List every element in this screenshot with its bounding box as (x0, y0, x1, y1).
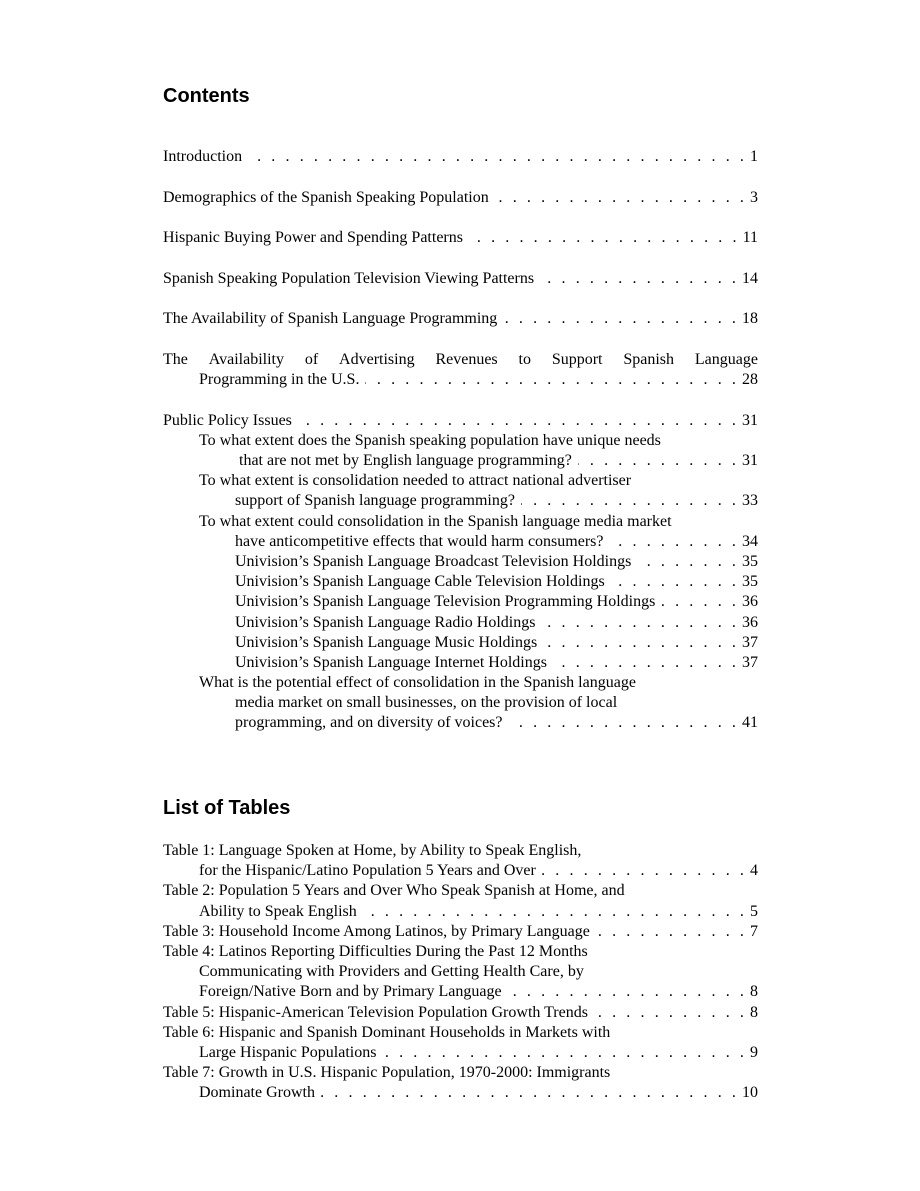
toc-entry-demographics[interactable] (163, 188, 758, 208)
table-title: Table 4: Latinos Reporting Difficulties During the Past 12 Months (163, 942, 588, 960)
table-title-continued: Dominate Growth (199, 1084, 315, 1102)
page-number: 35 (742, 573, 758, 591)
holding-title: Univision’s Spanish Language Cable Television Holdings (235, 573, 605, 591)
page-number: 31 (742, 452, 758, 470)
dot-leader (469, 228, 740, 248)
dot-leader (509, 713, 740, 733)
toc-entry-public-policy[interactable] (163, 411, 758, 734)
entry-title: Hispanic Buying Power and Spending Patterns (163, 229, 463, 247)
title-word: The (163, 350, 188, 368)
page-number: 28 (742, 371, 758, 389)
subentry-title: To what extent does the Spanish speaking population have unique needs (199, 431, 661, 449)
justified-title-line (163, 350, 758, 370)
table-entry-2[interactable] (163, 881, 758, 921)
subentry-title-continued: that are not met by English language programming? (239, 452, 572, 470)
table-title: Table 5: Hispanic-American Television Population Growth Trends (163, 1003, 588, 1021)
table-entry-1[interactable] (163, 841, 758, 881)
toc-entry-introduction[interactable] (163, 147, 758, 167)
title-word: Spanish (623, 350, 675, 368)
page-number: 37 (742, 653, 758, 671)
toc-subentry-unique-needs[interactable] (163, 431, 758, 471)
toc-entry-buying-power[interactable] (163, 228, 758, 248)
dot-leader (503, 309, 739, 329)
subentry-title-continued: have anticompetitive effects that would harm consumers? (235, 532, 604, 550)
table-entry-4[interactable] (163, 942, 758, 1003)
table-title-continued: Ability to Speak English (199, 902, 357, 920)
title-word: to (518, 350, 531, 368)
toc-subentry-anticompetitive-effects[interactable] (163, 512, 758, 674)
page-number: 10 (742, 1084, 758, 1102)
dot-leader (637, 552, 739, 572)
dot-leader (609, 532, 739, 552)
page-number: 18 (742, 310, 758, 328)
page-number: 37 (742, 633, 758, 651)
page-number: 9 (750, 1043, 758, 1061)
table-title-continued: Foreign/Native Born and by Primary Language (199, 983, 502, 1001)
toc-holding-cable[interactable] (163, 572, 758, 592)
page-number: 11 (742, 229, 758, 247)
page-number: 3 (750, 188, 758, 206)
entry-title: Demographics of the Spanish Speaking Population (163, 188, 489, 206)
entry-title: Spanish Speaking Population Television Viewing Patterns (163, 269, 535, 287)
table-title: Table 1: Language Spoken at Home, by Ability to Speak English, (163, 842, 582, 859)
holding-title: Univision’s Spanish Language Television Programming Holdings (235, 593, 656, 611)
toc-holding-programming[interactable] (163, 592, 758, 612)
table-title-continued: Communicating with Providers and Getting Health Care, by (199, 963, 584, 981)
title-word: Availability (208, 350, 284, 368)
dot-leader (542, 861, 747, 881)
table-entry-7[interactable] (163, 1063, 758, 1103)
subentry-title-continued: support of Spanish language programming? (235, 492, 515, 510)
entry-title-continued: Programming in the U.S. (199, 371, 360, 389)
page-number: 1 (750, 148, 758, 165)
table-title-continued: for the Hispanic/Latino Population 5 Years and Over (199, 862, 536, 880)
dot-leader (508, 982, 747, 1002)
title-word: Language (694, 350, 758, 368)
dot-leader (553, 653, 739, 673)
page-number: 5 (750, 902, 758, 920)
entry-title: The Availability of Spanish Language Programming (163, 310, 498, 328)
dot-leader (298, 411, 739, 431)
toc-subentry-small-businesses[interactable] (163, 673, 758, 734)
page-number: 7 (750, 922, 758, 940)
table-title: Table 7: Growth in U.S. Hispanic Population, 1970-2000: Immigrants (163, 1064, 611, 1082)
toc-entry-viewing-patterns[interactable] (163, 269, 758, 289)
table-title: Table 6: Hispanic and Spanish Dominant Households in Markets with (163, 1023, 611, 1041)
title-word: Support (551, 350, 603, 368)
holding-title: Univision’s Spanish Language Music Holdings (235, 633, 538, 651)
list-of-tables (163, 841, 758, 1103)
toc-entry-programming[interactable] (163, 309, 758, 329)
toc-entry-advertising[interactable] (163, 350, 758, 390)
dot-leader (611, 572, 739, 592)
dot-leader (540, 269, 739, 289)
page-number: 4 (750, 862, 758, 880)
page-number: 8 (750, 983, 758, 1001)
dot-leader (382, 1043, 747, 1063)
toc-holding-internet[interactable] (163, 653, 758, 673)
dot-leader (596, 922, 747, 942)
holding-title: Univision’s Spanish Language Broadcast Television Holdings (235, 552, 632, 570)
dot-leader (521, 491, 739, 511)
toc-holding-broadcast[interactable] (163, 552, 758, 572)
dot-leader (321, 1083, 739, 1103)
subentry-title: What is the potential effect of consolidation in the Spanish language (199, 674, 636, 692)
subentry-title-continued: programming, and on diversity of voices? (235, 714, 503, 732)
page-number: 41 (742, 714, 758, 732)
holding-title: Univision’s Spanish Language Internet Holdings (235, 653, 547, 671)
entry-title: Public Policy Issues (163, 411, 292, 429)
title-word: of (304, 350, 319, 368)
dot-leader (578, 451, 739, 471)
toc-holding-radio[interactable] (163, 613, 758, 633)
table-entry-6[interactable] (163, 1023, 758, 1063)
dot-leader (543, 633, 739, 653)
entry-title: Introduction (163, 148, 243, 165)
table-title: Table 2: Population 5 Years and Over Who Speak Spanish at Home, and (163, 882, 625, 900)
toc-subentry-advertiser-support[interactable] (163, 471, 758, 511)
title-word: Revenues (435, 350, 498, 368)
page-number: 36 (742, 613, 758, 631)
dot-leader (248, 147, 747, 167)
dot-leader (594, 1003, 747, 1023)
subentry-title-continued: media market on small businesses, on the provision of local (235, 694, 618, 712)
page-number: 36 (742, 593, 758, 611)
table-entry-3[interactable] (163, 922, 758, 942)
table-title: Table 3: Household Income Among Latinos, by Primary Language (163, 922, 590, 940)
page-number: 35 (742, 552, 758, 570)
dot-leader (363, 902, 747, 922)
table-of-contents (163, 147, 758, 734)
list-of-tables-heading: List of Tables (163, 797, 291, 819)
dot-leader (661, 592, 739, 612)
page-number: 31 (742, 411, 758, 429)
dot-leader (495, 188, 747, 208)
subentry-title: To what extent could consolidation in the Spanish language media market (199, 512, 672, 530)
page-number: 34 (742, 532, 758, 550)
toc-holding-music[interactable] (163, 633, 758, 653)
dot-leader (541, 613, 739, 633)
table-entry-5[interactable] (163, 1003, 758, 1023)
contents-heading: Contents (163, 85, 250, 107)
title-word: Advertising (339, 350, 415, 368)
page-number: 8 (750, 1003, 758, 1021)
table-title-continued: Large Hispanic Populations (199, 1043, 377, 1061)
page-number: 14 (742, 269, 758, 287)
holding-title: Univision’s Spanish Language Radio Holdings (235, 613, 536, 631)
subentry-title: To what extent is consolidation needed to attract national advertiser (199, 472, 632, 490)
dot-leader (365, 370, 739, 390)
page-number: 33 (742, 492, 758, 510)
